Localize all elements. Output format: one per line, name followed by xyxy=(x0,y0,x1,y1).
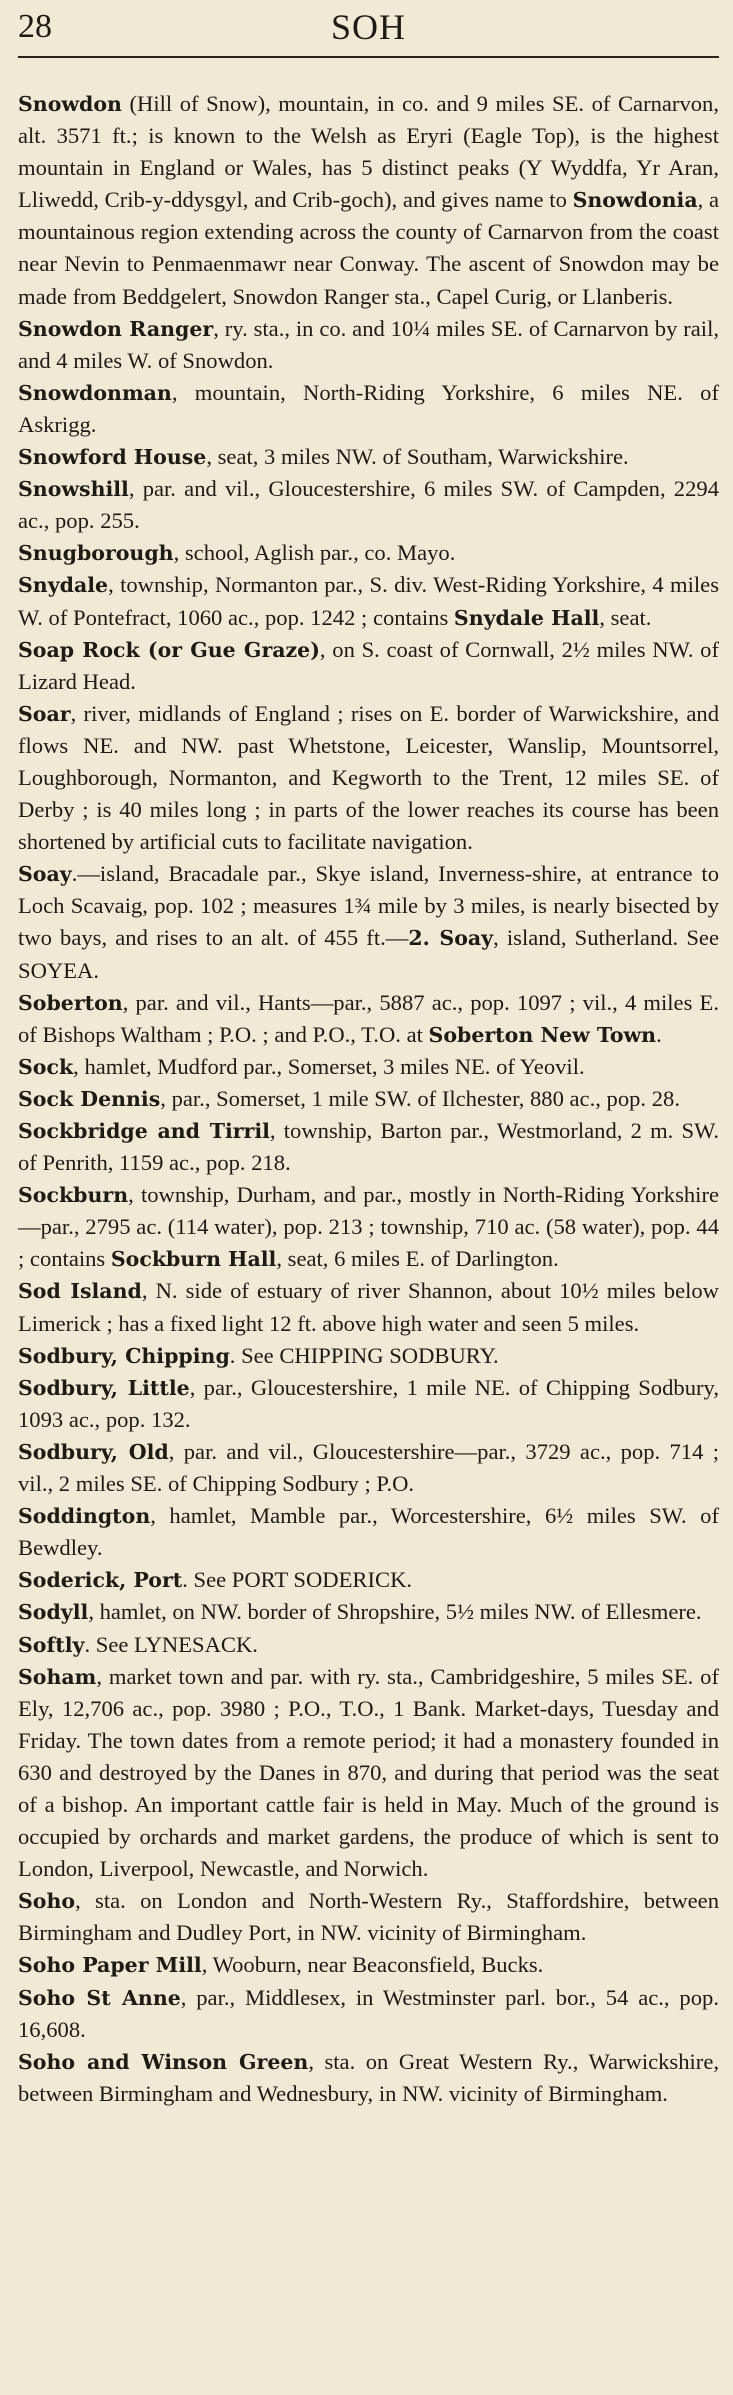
entry xyxy=(18,698,719,858)
entry-text: , river, midlands of England ; rises on E. border of Warwickshire, and flows NE. and NW. past Whetstone, Leicester, Wanslip, Mountsorrel, Loughborough, Normanton, and Kegworth to the Trent, 12 miles SE. of Derby ; is 40 miles long ; in parts of the lower reaches its course has been shortened by artificial cuts to facilitate navigation. xyxy=(18,700,719,855)
entry-text: , township, Barton par., Westmorland, 2 m. SW. of Penrith, 1159 ac., pop. 218. xyxy=(18,1118,719,1176)
entry xyxy=(18,441,719,473)
entry-headword: Snowford House xyxy=(18,445,207,470)
entry-text: , sta. on Great Western Ry., Warwickshire, between Birmingham and Wednesbury, in NW. vicinity of Birmingham. xyxy=(18,2048,719,2106)
entry-headword: Sod Island xyxy=(18,1279,142,1304)
entry xyxy=(18,313,719,377)
entry-headword: Soho Paper Mill xyxy=(18,1953,202,1978)
entry-headword: Soberton xyxy=(18,990,123,1015)
entry xyxy=(18,1949,719,1981)
entry-text: . See CHIPPING SODBURY. xyxy=(229,1342,499,1368)
entry-headword: Soap Rock (or Gue Graze) xyxy=(18,637,320,662)
entry-text: , par., Middlesex, in Westminster parl. bor., 54 ac., pop. 16,608. xyxy=(18,1984,719,2042)
entry xyxy=(18,473,719,537)
entry-sub-headword: Soberton New Town xyxy=(428,1022,657,1047)
entry-text: , par. and vil., Gloucestershire—par., 3729 ac., pop. 714 ; vil., 2 miles SE. of Chipping Sodbury ; P.O. xyxy=(18,1438,719,1497)
entry xyxy=(18,1500,719,1564)
entry-text: (Hill of Snow), mountain, in co. and 9 miles SE. of Carnarvon, alt. 3571 ft.; is known to the Welsh as Eryri (Eagle Top), is the highest mountain in England or Wales, has 5 distinct peaks (Y Wyddfa, Yr Aran, Lliwedd, Crib-y-ddysgyl, and Crib-goch), and gives name to xyxy=(18,91,719,213)
entry-text: , seat. xyxy=(599,604,652,630)
entry-text: , par. and vil., Hants—par., 5887 ac., pop. 1097 ; vil., 4 miles E. of Bishops Waltham ; P.O. ; and P.O., T.O. at xyxy=(18,989,719,1047)
entry-headword: Sockbridge and Tirril xyxy=(18,1119,270,1143)
entry-text: . See PORT SODERICK. xyxy=(182,1567,413,1593)
entry xyxy=(18,1436,719,1500)
entry-text: , ry. sta., in co. and 10¼ miles SE. of Carnarvon by rail, and 4 miles W. of Snowdon. xyxy=(18,315,720,373)
entry-text: , island, Sutherland. See SOYEA. xyxy=(18,925,719,983)
page-header xyxy=(18,0,719,58)
entry-text: , par., Somerset, 1 mile SW. of Ilchester, 880 ac., pop. 28. xyxy=(160,1085,680,1111)
running-head: SOH xyxy=(330,7,407,47)
entry-text: , township, Durham, and par., mostly in North-Riding Yorkshire—par., 2795 ac. (114 water), pop. 213 ; township, 710 ac. (58 water), pop. 44 ; contains xyxy=(18,1182,719,1272)
entry-text: . See LYNESACK. xyxy=(84,1631,258,1657)
entry xyxy=(18,1340,719,1372)
entry-headword: Sockburn xyxy=(18,1183,129,1208)
entry xyxy=(18,88,719,313)
entry-headword: Snugborough xyxy=(18,541,174,566)
entry-text: , a mountainous region extending across the county of Carnarvon from the coast near Nevin to Penmaenmawr near Conway. The ascent of Snowdon may be made from Beddgelert, Snowdon Ranger sta., Capel Curig, or Llanberis. xyxy=(18,187,719,309)
entry-sub-headword: 2. Soay xyxy=(408,926,494,951)
entry-headword: Snowdon xyxy=(18,92,122,116)
entry-text: , seat, 6 miles E. of Darlington. xyxy=(276,1246,559,1272)
entry-headword: Softly xyxy=(18,1632,85,1657)
header-rule xyxy=(18,56,719,58)
entry-sub-headword: Snowdonia xyxy=(572,188,698,213)
entry-text: , market town and par. with ry. sta., Cambridgeshire, 5 miles SE. of Ely, 12,706 ac., pop. 3980 ; P.O., T.O., 1 Bank. Market-days, Tuesday and Friday. The town dates from a remote period; it had a monastery founded in 630 and destroyed by the Danes in 870, and during that period was the seat of a bishop. An important cattle fair is held in May. Much of the ground is occupied by orchards and market gardens, the produce of which is sent to London, Liverpool, Newcastle, and Norwich. xyxy=(18,1663,719,1882)
entry-headword: Sodbury, Chipping xyxy=(18,1343,230,1368)
entry xyxy=(18,1372,719,1436)
entry-text: , par., Gloucestershire, 1 mile NE. of Chipping Sodbury, 1093 ac., pop. 132. xyxy=(18,1374,719,1432)
entry xyxy=(18,1885,719,1949)
entry-headword: Sodbury, Little xyxy=(18,1375,190,1400)
entry-text: , sta. on London and North-Western Ry., Staffordshire, between Birmingham and Dudley Port, in NW. vicinity of Birmingham. xyxy=(18,1888,719,1946)
page-number: 28 xyxy=(18,8,52,45)
entry-headword: Soay xyxy=(18,862,72,887)
entry xyxy=(18,1661,719,1886)
entry-text: , par. and vil., Gloucestershire, 6 miles SW. of Campden, 2294 ac., pop. 255. xyxy=(18,476,719,534)
entry-text: , hamlet, on NW. border of Shropshire, 5½ miles NW. of Ellesmere. xyxy=(88,1599,702,1625)
entry-text: , school, Aglish par., co. Mayo. xyxy=(173,540,456,566)
entry-headword: Snowdon Ranger xyxy=(18,316,214,341)
entry-headword: Soderick, Port xyxy=(18,1568,183,1593)
entry xyxy=(18,1179,719,1275)
entry-text: , mountain, North-Riding Yorkshire, 6 miles NE. of Askrigg. xyxy=(18,379,719,437)
entry-sub-headword: Snydale Hall xyxy=(453,605,600,630)
entry-text: , N. side of estuary of river Shannon, about 10½ miles below Limerick ; has a fixed light 12 ft. above high water and seen 5 miles. xyxy=(18,1278,720,1336)
entry-text: , hamlet, Mudford par., Somerset, 3 miles NE. of Yeovil. xyxy=(73,1053,585,1079)
entry xyxy=(18,634,719,698)
entry-headword: Sodbury, Old xyxy=(18,1439,169,1464)
entry-headword: Soho and Winson Green xyxy=(18,2049,309,2074)
entry-headword: Soddington xyxy=(18,1504,151,1529)
entry-headword: Soho xyxy=(18,1889,76,1914)
entry-text: , township, Normanton par., S. div. West-Riding Yorkshire, 4 miles W. of Pontefract, 1060 ac., pop. 1242 ; contains xyxy=(18,572,719,630)
entry-text: , Wooburn, near Beaconsfield, Bucks. xyxy=(201,1952,544,1978)
entry xyxy=(18,987,719,1051)
entry-headword: Sock Dennis xyxy=(18,1086,161,1111)
entry xyxy=(18,1564,719,1596)
entry-text: , seat, 3 miles NW. of Southam, Warwickshire. xyxy=(206,444,629,470)
entry xyxy=(18,569,719,633)
entry xyxy=(18,858,719,986)
entry-headword: Sock xyxy=(18,1054,74,1079)
entry xyxy=(18,1083,719,1115)
entry-headword: Snowshill xyxy=(18,477,129,502)
entry-headword: Soho St Anne xyxy=(18,1985,181,2010)
entry-headword: Snydale xyxy=(18,573,109,598)
entry-text: .—island, Bracadale par., Skye island, Inverness-shire, at entrance to Loch Scavaig, pop. 102 ; measures 1¾ mile by 3 miles, is nearly bisected by two bays, and rises to an alt. of 455 ft.— xyxy=(18,861,719,951)
entry-headword: Snowdonman xyxy=(18,380,172,405)
entry xyxy=(18,1629,719,1661)
entry xyxy=(18,1982,719,2046)
entry-headword: Sodyll xyxy=(18,1600,89,1625)
gazetteer-entries xyxy=(18,88,719,2110)
entry-sub-headword: Sockburn Hall xyxy=(110,1247,277,1272)
entry xyxy=(18,377,719,441)
entry xyxy=(18,1596,719,1628)
entry-text: , hamlet, Mamble par., Worcestershire, 6½ miles SW. of Bewdley. xyxy=(18,1503,719,1561)
entry-text: , on S. coast of Cornwall, 2½ miles NW. of Lizard Head. xyxy=(18,636,720,694)
entry xyxy=(18,2046,719,2110)
entry xyxy=(18,1115,719,1179)
entry xyxy=(18,1051,719,1083)
entry xyxy=(18,537,719,569)
entry-headword: Soar xyxy=(18,701,71,726)
entry-text: . xyxy=(656,1021,662,1047)
entry-headword: Soham xyxy=(18,1664,97,1689)
entry xyxy=(18,1275,719,1339)
